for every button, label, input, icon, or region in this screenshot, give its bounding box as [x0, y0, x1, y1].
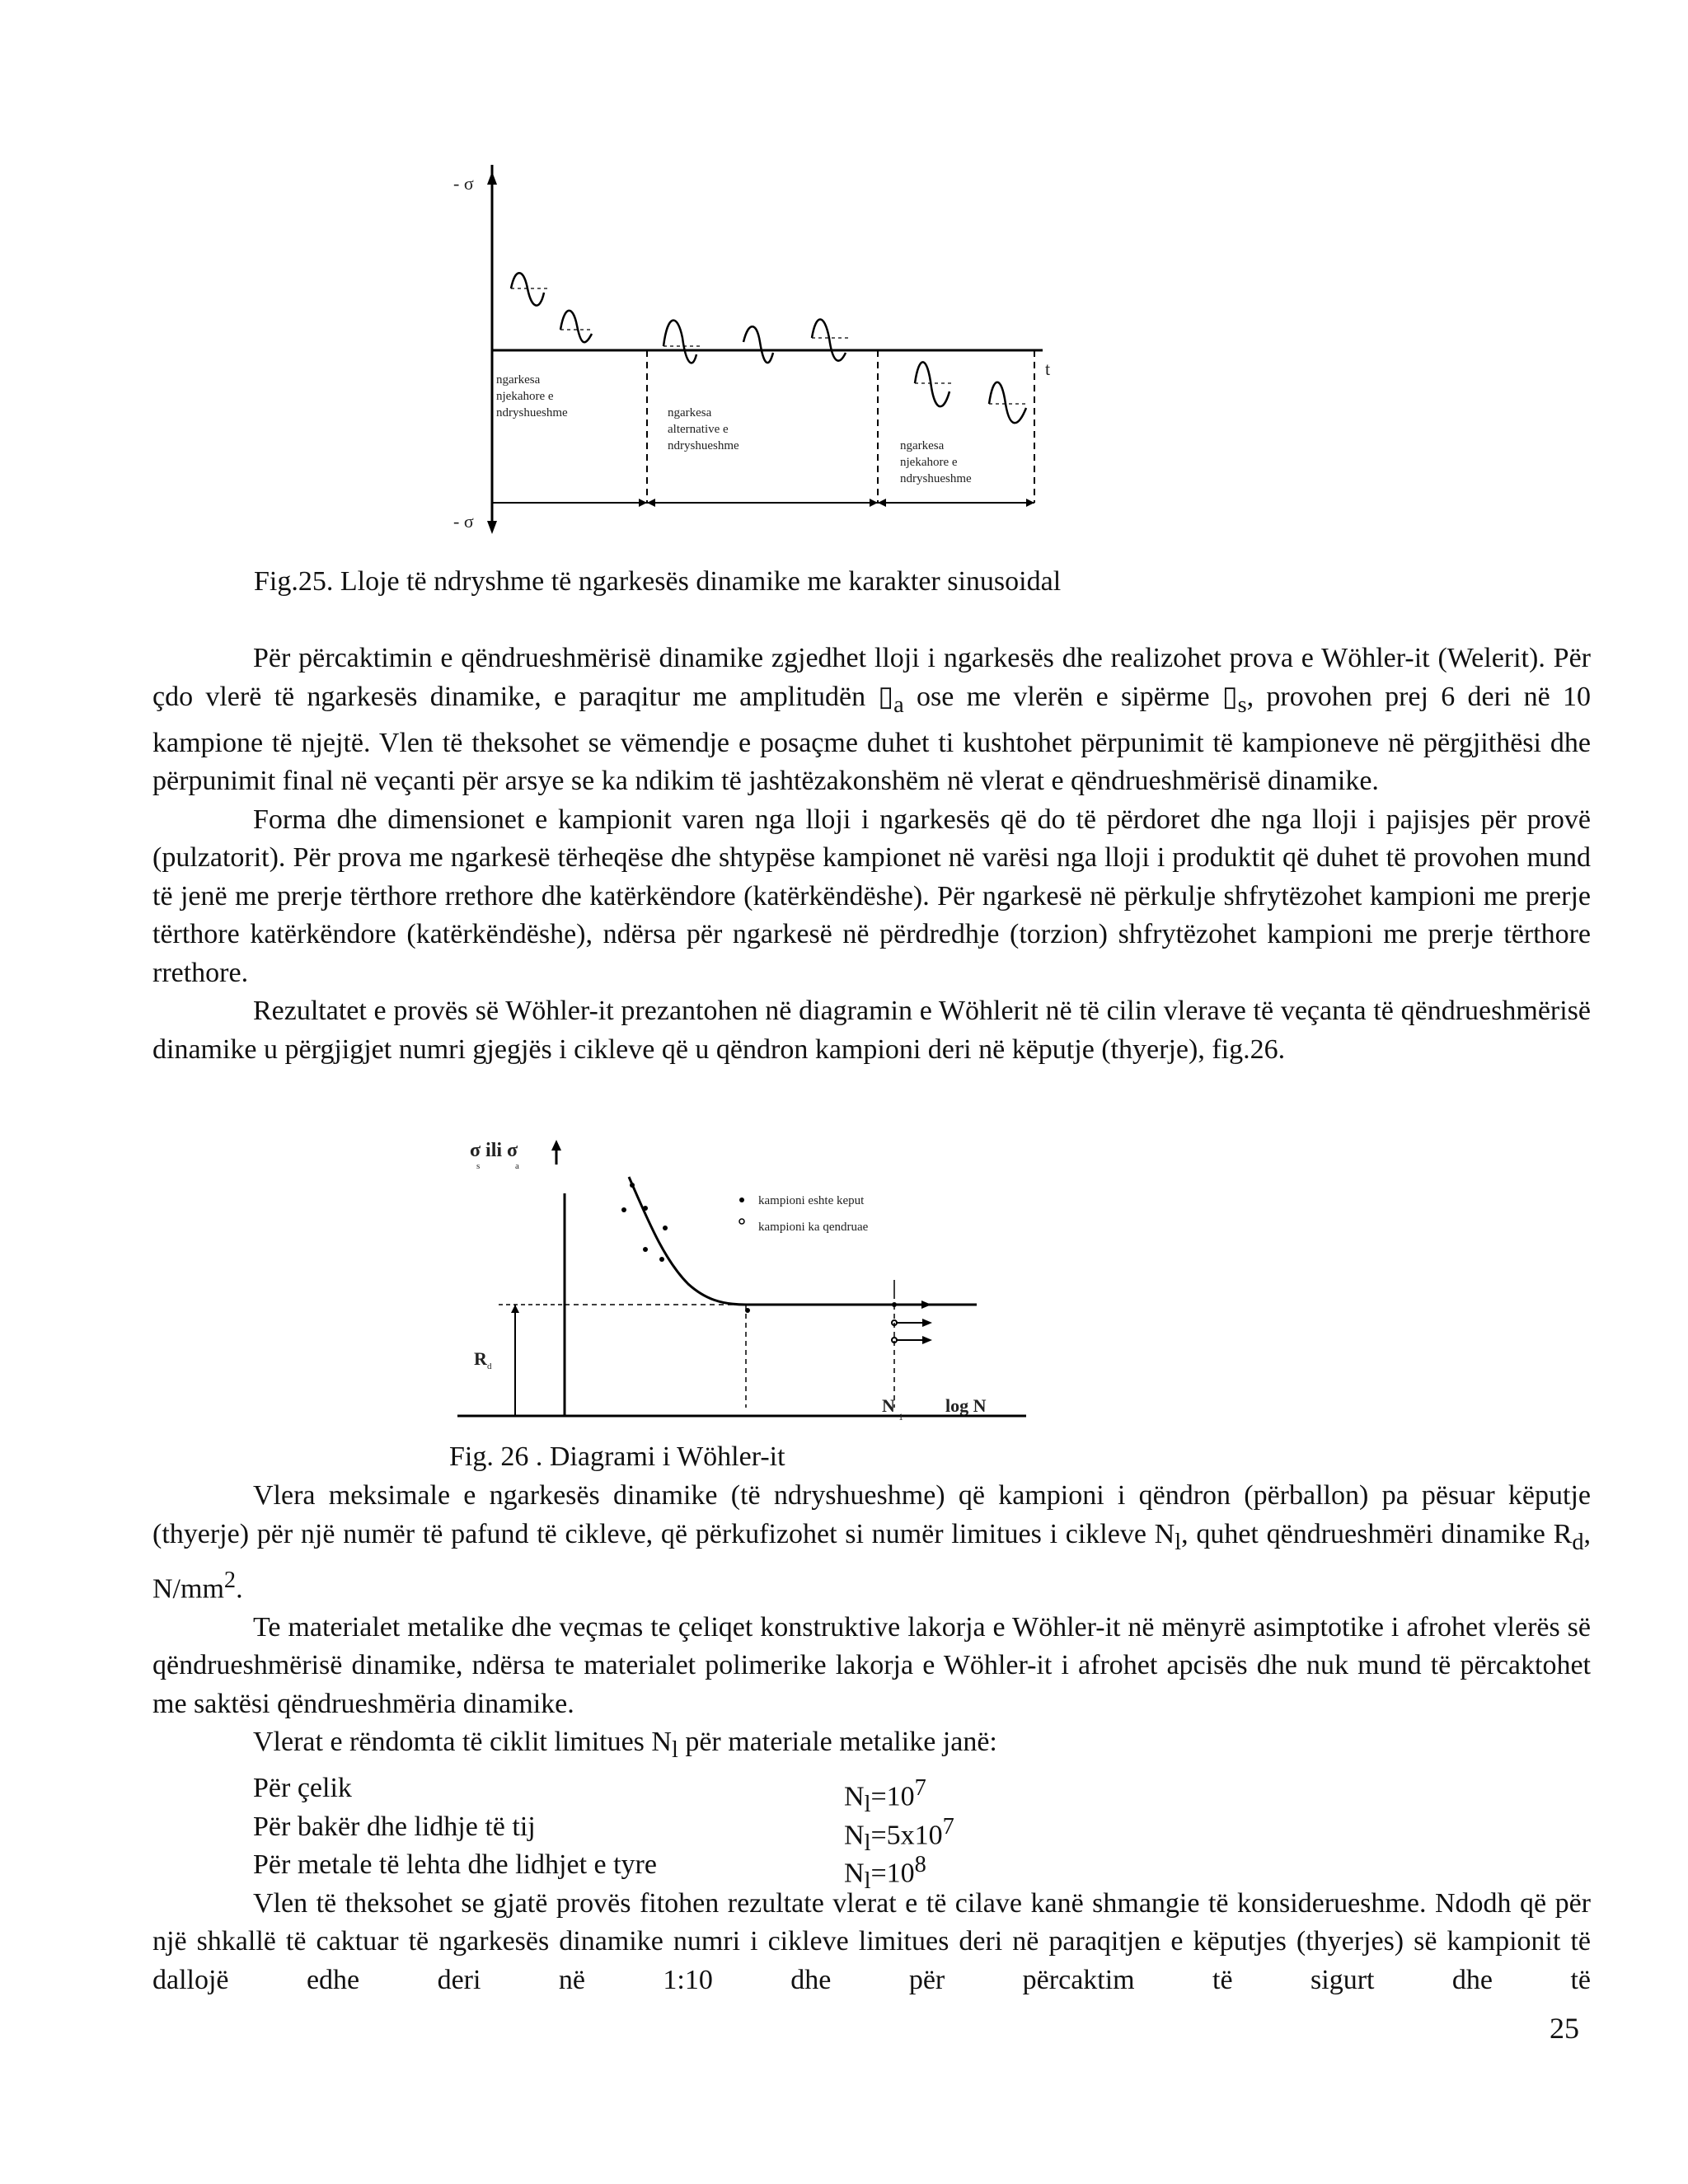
x-axis-label: log N: [945, 1395, 987, 1416]
zone-2-line-2: alternative e: [668, 423, 729, 436]
wohler-y-sub-a: a: [515, 1161, 519, 1171]
paragraph-7: Vlen të theksohet se gjatë provës fitohen rezultate vlerat e të cilave kanë shmangie të konsiderueshme. Ndodh që për një shkallë të caktuar të ngarkesës dinamike numri i cikleve limitues deri në paraqitjen e këputjes (thyerjes) së kampionit të dallojë edhe deri në 1:10 dhe për përcaktim të sigurt dhe të: [152, 1887, 1591, 1995]
body-text-lower: [152, 1477, 1591, 1999]
zone-3-line-2: njekahore e: [900, 456, 958, 469]
rd-label: R: [474, 1348, 487, 1369]
zone-2-line-3: ndryshueshme: [668, 439, 739, 452]
figure-26-wohler-diagram: [449, 1136, 1043, 1432]
rd-sub: d: [487, 1361, 492, 1371]
axis-bottom-label: - σ: [453, 511, 474, 532]
paragraph-1: Për përcaktimin e qëndrueshmërisë dinamike zgjedhet lloji i ngarkesës dhe realizohet prova e Wöhler-it (Welerit). Për çdo vlerë të ngarkesës dinamike, e paraqitur me amplitudën $▯_a$ ose me vlerën e sipërme $▯_s$, provohen prej 6 deri në 10 kampione të njejtë. Vlen të theksohet se vëmendje e posaçme duhet ti kushtohet përpunimit të kampioneve në përgjithësi dhe përpunimit final në veçanti për arsye se ka ndikim të jashtëzakonshëm në vlerat e qëndrueshmërisë dinamike.: [152, 643, 1591, 797]
paragraph-4: Vlera meksimale e ngarkesës dinamike (të ndryshueshme) që kampioni i qëndron (përballon) pa pësuar këputje (thyerje) për një numër të pafund të cikleve, që përkufizohet si numër limitues i cikleve $N_l$, quhet qëndrueshmëri dinamike $R_d$, $N/mm^2$.: [152, 1480, 1591, 1605]
n1-label: N: [882, 1395, 895, 1416]
zone-1-line-1: ngarkesa: [496, 373, 541, 387]
wave-zone-2: [663, 320, 846, 363]
material-name: Për bakër dhe lidhje të tij: [253, 1811, 536, 1842]
paragraph-6: Vlerat e rëndomta të ciklit limitues $N_l$ për materiale metalike janë:: [253, 1727, 997, 1763]
figure-25-diagram: [445, 165, 1055, 544]
materials-list: [152, 1769, 1591, 1895]
paragraph-2: Forma dhe dimensionet e kampionit varen nga lloji i ngarkesës që do të përdoret dhe nga lloji i pajisjes për provë (pulzatorit). Për prova me ngarkesë tërheqëse dhe shtypëse kampionet në varësi nga lloji i produktit që duhet të provohen mund të jenë me prerje tërthore rrethore dhe katërkëndore (katërkëndëshe). Për ngarkesë në përkulje shfrytëzohet kampioni me prerje tërthore katërkëndore (katërkëndëshe), ndërsa për ngarkesë në përdredhje (torzion) shfrytëzohet kampioni me prerje tërthore rrethore.: [152, 804, 1591, 988]
wohler-y-label: σ ili σ: [470, 1140, 518, 1161]
wohler-y-sub-s: s: [476, 1161, 481, 1171]
body-text-upper: [152, 640, 1591, 1069]
paragraph-5: Te materialet metalike dhe veçmas te çeliqet konstruktive lakorja e Wöhler-it në mënyrë asimptotike i afrohet vlerës së qëndrueshmërisë dinamike, ndërsa te materialet polimerike lakorja e Wöhler-it i afrohet apcisës dhe nuk mund të përcaktohet me saktësi qëndrueshmëria dinamike.: [152, 1611, 1591, 1719]
legend-survived-label: kampioni ka qendruae: [758, 1221, 869, 1234]
legend-broken-label: kampioni eshte keput: [758, 1194, 865, 1207]
figure-26-caption: Fig. 26 . Diagrami i Wöhler-it: [449, 1441, 785, 1472]
materials-row: [152, 1808, 1591, 1857]
legend-broken-marker: [739, 1197, 744, 1202]
material-name: Për metale të lehta dhe lidhjet e tyre: [253, 1849, 657, 1881]
zone-1-line-2: njekahore e: [496, 390, 554, 403]
figure-25-caption: Fig.25. Lloje të ndryshme të ngarkesës dinamike me karakter sinusoidal: [254, 566, 1062, 597]
material-value: $N_l=5x10^7$: [844, 1813, 954, 1857]
paragraph-3: Rezultatet e provës së Wöhler-it prezantohen në diagramin e Wöhlerit në të cilin vlerave të veçanta të qëndrueshmërisë dinamike u përgjigjet numri gjegjës i cikleve që u qëndron kampioni deri në këputje (thyerje), fig.26.: [152, 996, 1591, 1065]
zone-3-line-1: ngarkesa: [900, 439, 945, 452]
legend-survived-marker: [739, 1219, 744, 1224]
material-value: $N_l=10^7$: [844, 1775, 926, 1818]
n1-sub: 1: [898, 1411, 903, 1422]
zone-2-line-1: ngarkesa: [668, 406, 712, 419]
page-number: 25: [1550, 2012, 1579, 2045]
axis-t-label: t: [1045, 359, 1051, 379]
material-name: Për çelik: [253, 1773, 352, 1804]
materials-row: [152, 1846, 1591, 1895]
material-value: $N_l=10^8$: [844, 1852, 926, 1895]
zone-1-line-3: ndryshueshme: [496, 406, 568, 419]
wave-zone-3: [915, 362, 1026, 423]
materials-row: [152, 1769, 1591, 1818]
survived-sample-points: [892, 1320, 927, 1343]
axis-top-label: - σ: [453, 173, 474, 194]
wohler-curve: [629, 1177, 746, 1305]
wave-zone-1: [511, 273, 592, 342]
zone-3-line-3: ndryshueshme: [900, 472, 972, 485]
